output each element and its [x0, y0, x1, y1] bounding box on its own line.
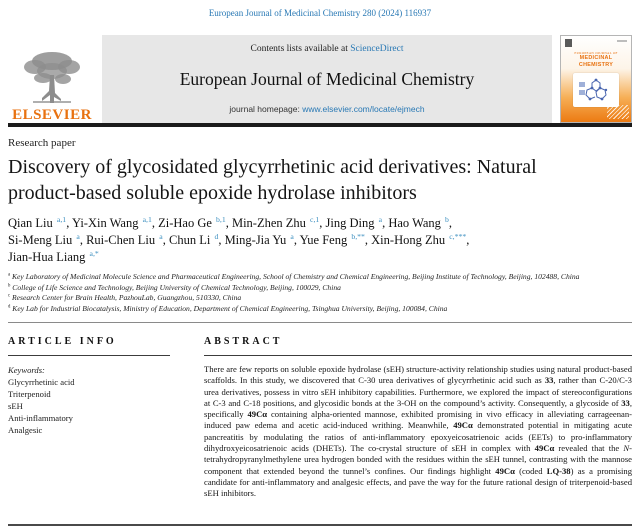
header-divider-bar [8, 123, 632, 127]
info-abstract-columns [8, 336, 632, 500]
affiliation-c: $^c$ Research Center for Brain Health, PazhouLab, Guangzhou, 510330, China [8, 293, 242, 302]
article-info-rule [8, 355, 170, 356]
elsevier-tree-icon [21, 49, 83, 107]
journal-header [8, 35, 632, 123]
cover-molecule-art [573, 73, 619, 107]
elsevier-wordmark: ELSEVIER [12, 107, 92, 123]
abstract-text: There are few reports on soluble epoxide hydrolase (sEH) structure-activity relationship studies using natural product-based scaffolds. In this study, we discovered that C-30 urea derivatives of glycyrrhetinic acid such as 33, rather than C-20/C-3 urea derivatives, possess in vitro sEH inhibitory capabilities. Furthermore, we explored the impact of stereoconfigurations at C-3 and C-18 positions, and glycosidic bonds at the 3-OH on the compound’s activity. Consequently, a glycoside of 33, specifically 49Cα containing alpha-oriented mannose, exhibited promising in vivo efficacy in alleviating carrageenan-induced paw edema and acetic acid-induced writhing. Meanwhile, 49Cα demonstrated potential in mitigating acute pancreatitis by modulating the ratios of anti-inflammatory epoxyeicosatrienoic acids (EETs) to pro-inflammatory dihydroxyeicosatrienoic acids (DHETs). The co-crystal structure of sEH in complex with 49Cα revealed that the N-tetrahydropyranylmethylene urea hydrogen bonded with the residues within the sEH tunnel, contrasting with the mannose component that extended beyond the tunnel’s confines. Our findings highlight 49Cα (coded LQ-38) as a promising candidate for anti-inflammatory and analgesic effects, and pave the way for the future rational design of triterpenoid-based sEH inhibitors. [204, 364, 633, 499]
cover-title: EUROPEAN JOURNAL OF MEDICINAL CHEMISTRY [574, 51, 618, 68]
abstract-heading: ABSTRACT [204, 336, 283, 347]
affiliation-b: $^b$ College of Life Science and Technology, Beijing University of Chemical Technology, Beijing, 100029, China [8, 282, 341, 292]
contents-line [106, 44, 548, 54]
sciencedirect-link[interactable]: ScienceDirect [350, 44, 404, 54]
section-divider [8, 322, 632, 323]
abstract-column [204, 336, 632, 500]
article-type-label: Research paper [8, 137, 76, 149]
author-list: Qian Liu $^{a,1}$, Yi-Xin Wang $^{a,1}$, Zi-Hao Ge $^{b,1}$, Min-Zhen Zhu $^{c,1}$, Jing Ding $^a$, Hao Wang $^b$, Si-Meng Liu $^a$, Rui-Chen Liu $^a$, Chun Li $^d$, Ming-Jia Yu $^a$, Yue Feng $^{b,**}$, Xin-Hong Zhu $^{c,***}$, Jian-Hua Liang $^{a,*}$ [8, 214, 470, 264]
keyword-item: Analgesic [8, 425, 43, 435]
contents-prefix: Contents lists available at [250, 44, 348, 54]
article-info-heading: ARTICLE INFO [8, 336, 117, 347]
journal-banner [102, 35, 552, 123]
homepage-link[interactable]: www.elsevier.com/locate/ejmech [302, 104, 425, 114]
elsevier-logo [8, 35, 96, 123]
article-info-column [8, 336, 170, 436]
keyword-item: Anti-inflammatory [8, 413, 73, 423]
homepage-prefix: journal homepage: [229, 104, 300, 114]
journal-cover-thumbnail [560, 35, 632, 123]
keywords-label: Keywords: [8, 365, 45, 375]
keyword-item: Glycyrrhetinic acid [8, 377, 75, 387]
homepage-line [106, 104, 548, 114]
cover-diagonal-pattern [607, 105, 629, 119]
page-bottom-rule [8, 524, 632, 526]
affiliation-d: $^d$ Key Lab for Industrial Biocatalysis, Ministry of Education, Department of Chemical Engineering, Tsinghua University, Beijing, 100084, China [8, 303, 448, 313]
affiliation-list [8, 272, 632, 314]
affiliation-a: $^a$ Key Laboratory of Medicinal Molecule Science and Pharmaceutical Engineering, School of Chemistry and Chemical Engineering, Beijing Institute of Technology, Beijing, 102488, China [8, 272, 580, 281]
keyword-item: sEH [8, 401, 23, 411]
cover-issue-text [617, 40, 627, 42]
keyword-item: Triterpenoid [8, 389, 51, 399]
abstract-rule [204, 355, 632, 356]
cover-logo-icon [565, 39, 572, 47]
running-head: European Journal of Medicinal Chemistry 280 (2024) 116937 [208, 8, 432, 18]
article-title: Discovery of glycosidated glycyrrhetinic acid derivatives: Natural product-based soluble epoxide hydrolase inhibitors [8, 156, 537, 204]
journal-title: European Journal of Medicinal Chemistry [179, 68, 475, 89]
